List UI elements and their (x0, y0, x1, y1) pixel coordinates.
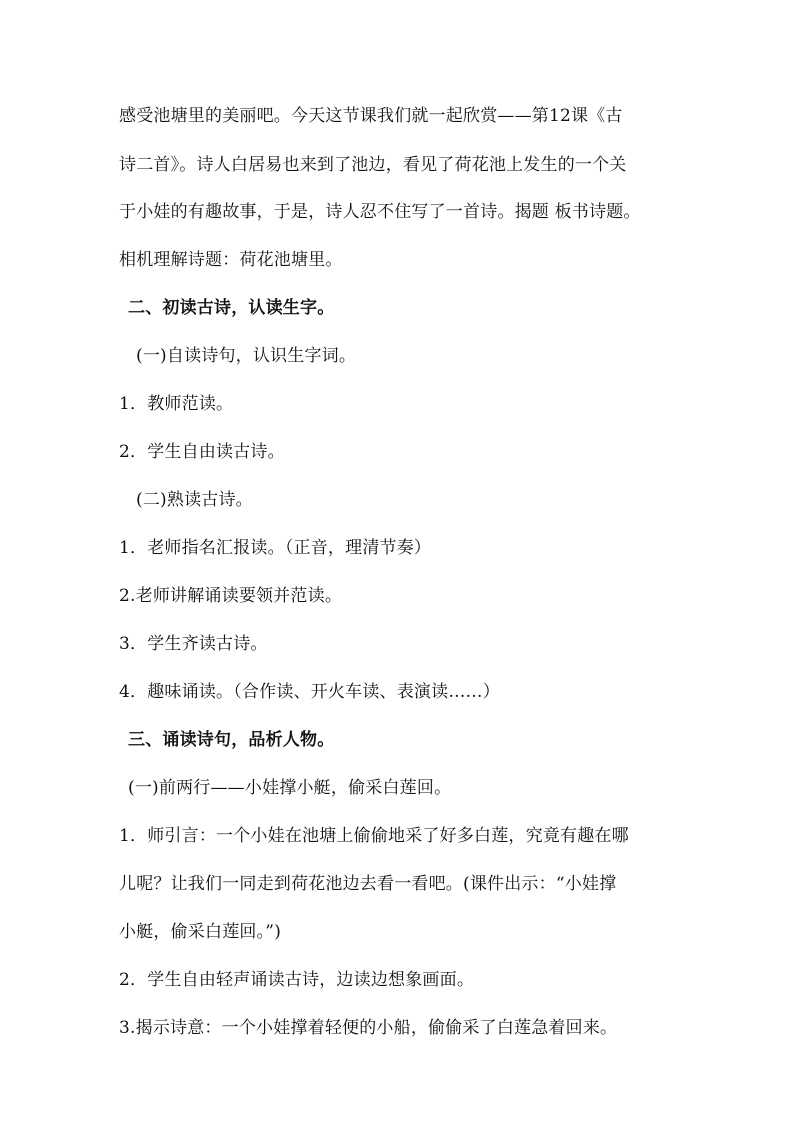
paragraph-line-3: 于小娃的有趣故事，于是，诗人忍不住写了一首诗。揭题 板书诗题。 (119, 202, 641, 222)
list-item: 1．老师指名汇报读。（正音，理清节奏） (119, 538, 432, 558)
list-item-continuation: 儿呢？让我们一同走到荷花池边去看一看吧。(课件出示：“小娃撑 (119, 874, 617, 894)
list-item: 2.老师讲解诵读要领并范读。 (119, 586, 343, 606)
list-item: 3．学生齐读古诗。 (119, 634, 268, 654)
list-item: 1．师引言：一个小娃在池塘上偷偷地采了好多白莲，究竟有趣在哪 (119, 826, 629, 846)
list-item: 1．教师范读。 (119, 394, 234, 414)
list-item: 4．趣味诵读。（合作读、开火车读、表演读……） (119, 682, 500, 702)
paragraph-line-4: 相机理解诗题：荷花池塘里。 (119, 250, 343, 270)
list-item: 2．学生自由轻声诵读古诗，边读边想象画面。 (119, 970, 475, 990)
list-item-continuation: 小艇，偷采白莲回。”) (119, 922, 282, 942)
section-heading-3: 三、诵读诗句，品析人物。 (128, 730, 335, 750)
section-heading-2: 二、初读古诗，认读生字。 (128, 298, 335, 318)
list-item: 2．学生自由读古诗。 (119, 442, 285, 462)
paragraph-line-2: 诗二首》。诗人白居易也来到了池边，看见了荷花池上发生的一个关 (119, 155, 627, 175)
list-item: 3.揭示诗意：一个小娃撑着轻便的小船，偷偷采了白莲急着回来。 (119, 1018, 618, 1038)
subsection-heading-2-2: (二)熟读古诗。 (136, 490, 253, 510)
subsection-heading-3-1: (一)前两行——小娃撑小艇，偷采白莲回。 (128, 778, 452, 798)
paragraph-line-1: 感受池塘里的美丽吧。今天这节课我们就一起欣赏——第12课《古 (119, 106, 623, 126)
subsection-heading-2-1: (一)自读诗句，认识生字词。 (136, 346, 357, 366)
